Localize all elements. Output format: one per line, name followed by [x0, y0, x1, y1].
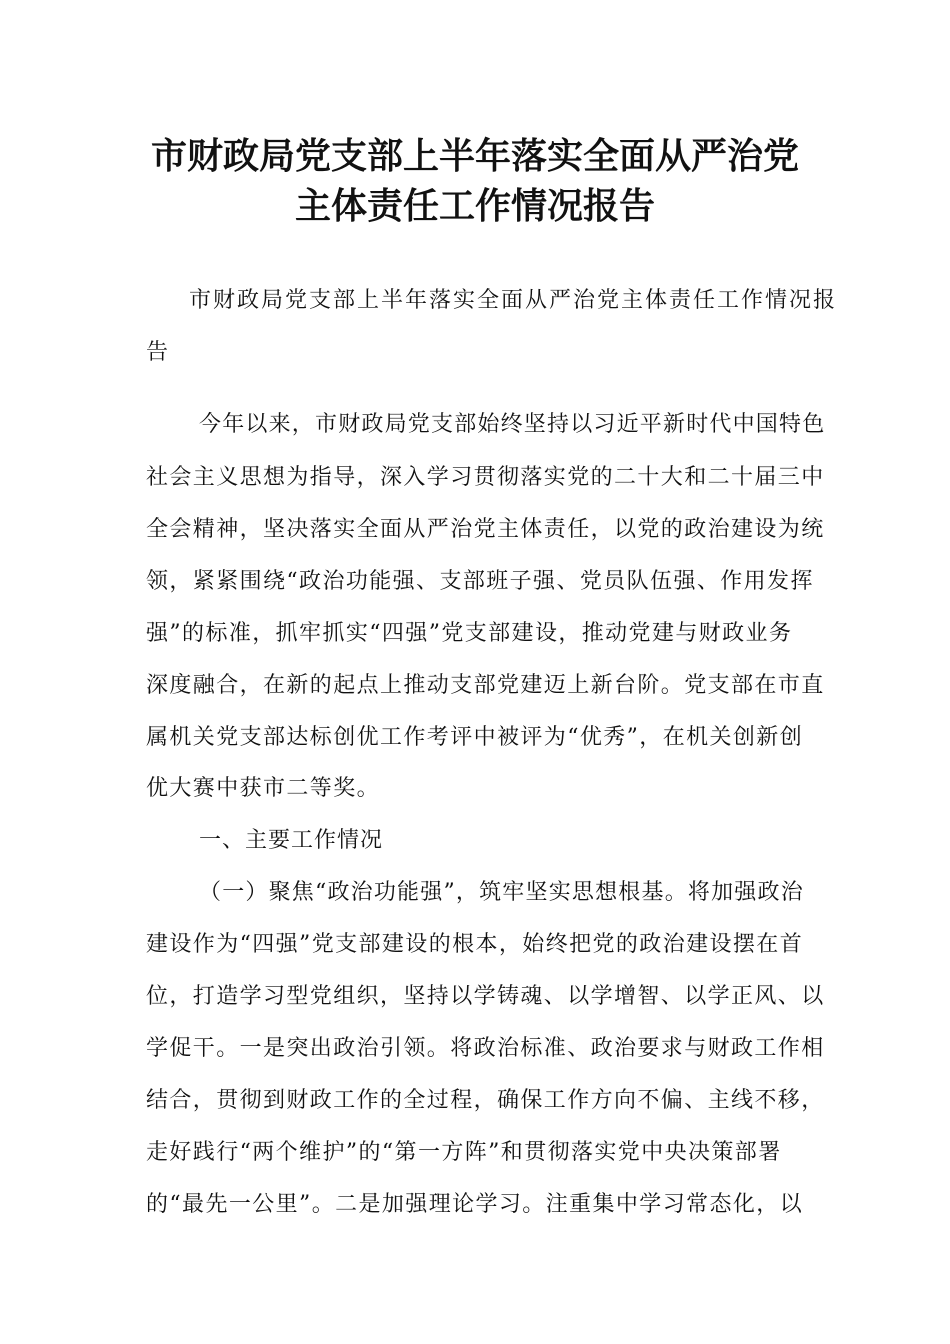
- paragraph-line: 深度融合，在新的起点上推动支部党建迈上新台阶。党支部在市直: [146, 673, 825, 698]
- paragraph-line: 社会主义思想为指导，深入学习贯彻落实党的二十大和二十届三中: [146, 465, 825, 490]
- paragraph-line: 今年以来，市财政局党支部始终坚持以习近平新时代中国特色: [199, 412, 826, 437]
- paragraph-line: 的“最先一公里”。二是加强理论学习。注重集中学习常态化，以: [146, 1192, 804, 1217]
- paragraph-line: 领，紧紧围绕“政治功能强、支部班子强、党员队伍强、作用发挥: [146, 569, 814, 594]
- paragraph-line: 走好践行“两个维护”的“第一方阵”和贯彻落实党中央决策部署: [146, 1140, 782, 1165]
- document-title-line-2: 主体责任工作情况报告: [294, 186, 655, 227]
- subtitle-line-1: 市财政局党支部上半年落实全面从严治党主体责任工作情况报: [189, 288, 838, 313]
- subtitle-line-2: 告: [146, 340, 169, 365]
- section-heading: 一、主要工作情况: [199, 828, 384, 853]
- paragraph-line: 位，打造学习型党组织，坚持以学铸魂、以学增智、以学正风、以: [146, 984, 825, 1009]
- paragraph-line: 学促干。一是突出政治引领。将政治标准、政治要求与财政工作相: [146, 1036, 825, 1061]
- paragraph-line: 优大赛中获市二等奖。: [146, 776, 381, 801]
- paragraph-line: 结合，贯彻到财政工作的全过程，确保工作方向不偏、主线不移，: [146, 1088, 825, 1113]
- paragraph-line: 全会精神，坚决落实全面从严治党主体责任，以党的政治建设为统: [146, 517, 825, 542]
- paragraph-line: 建设作为“四强”党支部建设的根本，始终把党的政治建设摆在首: [146, 932, 804, 957]
- paragraph-line: 属机关党支部达标创优工作考评中被评为“优秀”，在机关创新创: [146, 725, 804, 750]
- paragraph-line: （一）聚焦“政治功能强”，筑牢坚实思想根基。将加强政治: [199, 880, 804, 905]
- document-title-line-1: 市财政局党支部上半年落实全面从严治党: [150, 136, 799, 177]
- paragraph-line: 强”的标准，抓牢抓实“四强”党支部建设，推动党建与财政业务: [146, 621, 793, 646]
